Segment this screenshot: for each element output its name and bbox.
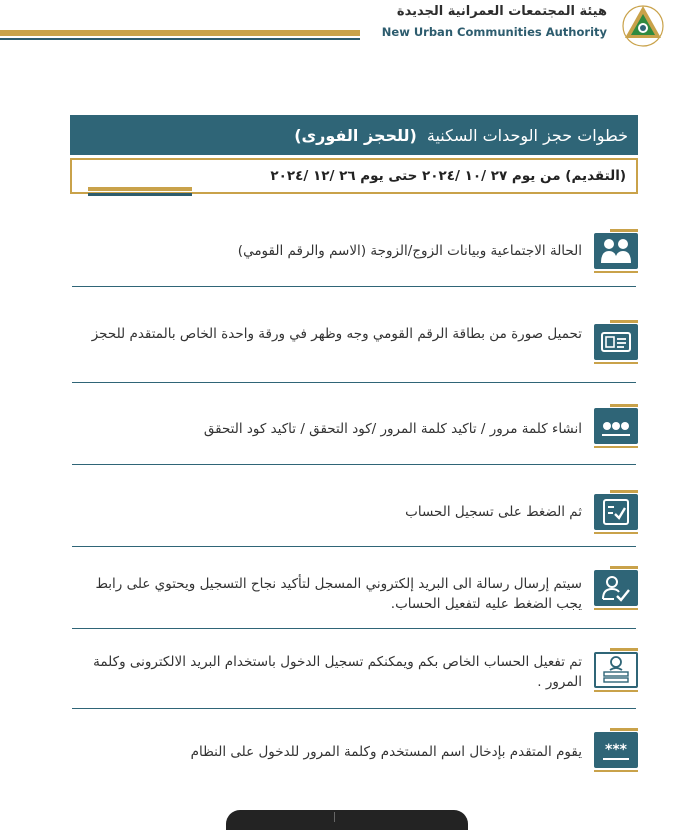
divider bbox=[72, 708, 636, 709]
login-icon bbox=[588, 728, 638, 772]
org-name-ar: هيئة المجتمعات العمرانية الجديدة bbox=[396, 4, 607, 19]
divider bbox=[72, 546, 636, 547]
step-2 bbox=[70, 318, 638, 368]
header-gold-bar bbox=[0, 30, 360, 36]
step-6 bbox=[70, 646, 638, 702]
divider bbox=[72, 464, 636, 465]
step-5 bbox=[70, 566, 638, 616]
org-name-en: New Urban Communities Authority bbox=[381, 25, 607, 39]
header-teal-line bbox=[0, 38, 360, 40]
divider bbox=[72, 286, 636, 287]
step-3 bbox=[70, 402, 638, 452]
step-text: تحميل صورة من بطاقة الرقم القومي وجه وظهر في ورقة واحدة الخاص بالمتقدم للحجز bbox=[91, 326, 582, 342]
step-text: يقوم المتقدم بإدخال اسم المستخدم وكلمة المرور للدخول على النظام bbox=[190, 744, 582, 760]
svg-text:***: *** bbox=[605, 742, 627, 758]
users-icon bbox=[588, 229, 638, 273]
title-main: خطوات حجز الوحدات السكنية bbox=[426, 125, 628, 145]
period-text: (التقديم) من يوم ٢٧ /١٠ /٢٠٢٤ حتى يوم ٢٦ /١٢ /٢٠٢٤ bbox=[270, 168, 626, 184]
password-icon bbox=[588, 404, 638, 448]
title-accent: (للحجز الفورى) bbox=[294, 125, 417, 145]
step-text: الحالة الاجتماعية وبيانات الزوج/الزوجة (الاسم والرقم القومي) bbox=[237, 243, 582, 259]
step-text: انشاء كلمة مرور / تاكيد كلمة المرور /كود التحقق / تاكيد كود التحقق bbox=[203, 421, 582, 437]
decor-gold-bar bbox=[88, 187, 192, 191]
user-login-icon bbox=[588, 648, 638, 692]
step-text: ثم الضغط على تسجيل الحساب bbox=[405, 504, 582, 520]
divider bbox=[72, 382, 636, 383]
step-7 bbox=[70, 728, 638, 778]
step-text: سيتم إرسال رسالة الى البريد إلكتروني المسجل لتأكيد نجاح التسجيل ويحتوي على رابط يجب الضغط عليه لتفعيل الحساب. bbox=[95, 576, 582, 612]
id-card-icon bbox=[588, 320, 638, 364]
toggle-divider bbox=[334, 812, 335, 822]
divider bbox=[72, 628, 636, 629]
nuca-logo-icon[interactable] bbox=[621, 2, 665, 48]
checklist-icon bbox=[588, 490, 638, 534]
step-text: تم تفعيل الحساب الخاص بكم ويمكنكم تسجيل الدخول باستخدام البريد الالكترونى وكلمة المرور . bbox=[93, 654, 582, 690]
page-title bbox=[70, 115, 638, 155]
user-check-icon bbox=[588, 566, 638, 610]
decor-teal-bar bbox=[88, 193, 192, 196]
step-1 bbox=[70, 226, 638, 276]
step-4 bbox=[70, 486, 638, 536]
bottom-toggle-control[interactable] bbox=[226, 810, 468, 830]
header bbox=[0, 0, 687, 52]
